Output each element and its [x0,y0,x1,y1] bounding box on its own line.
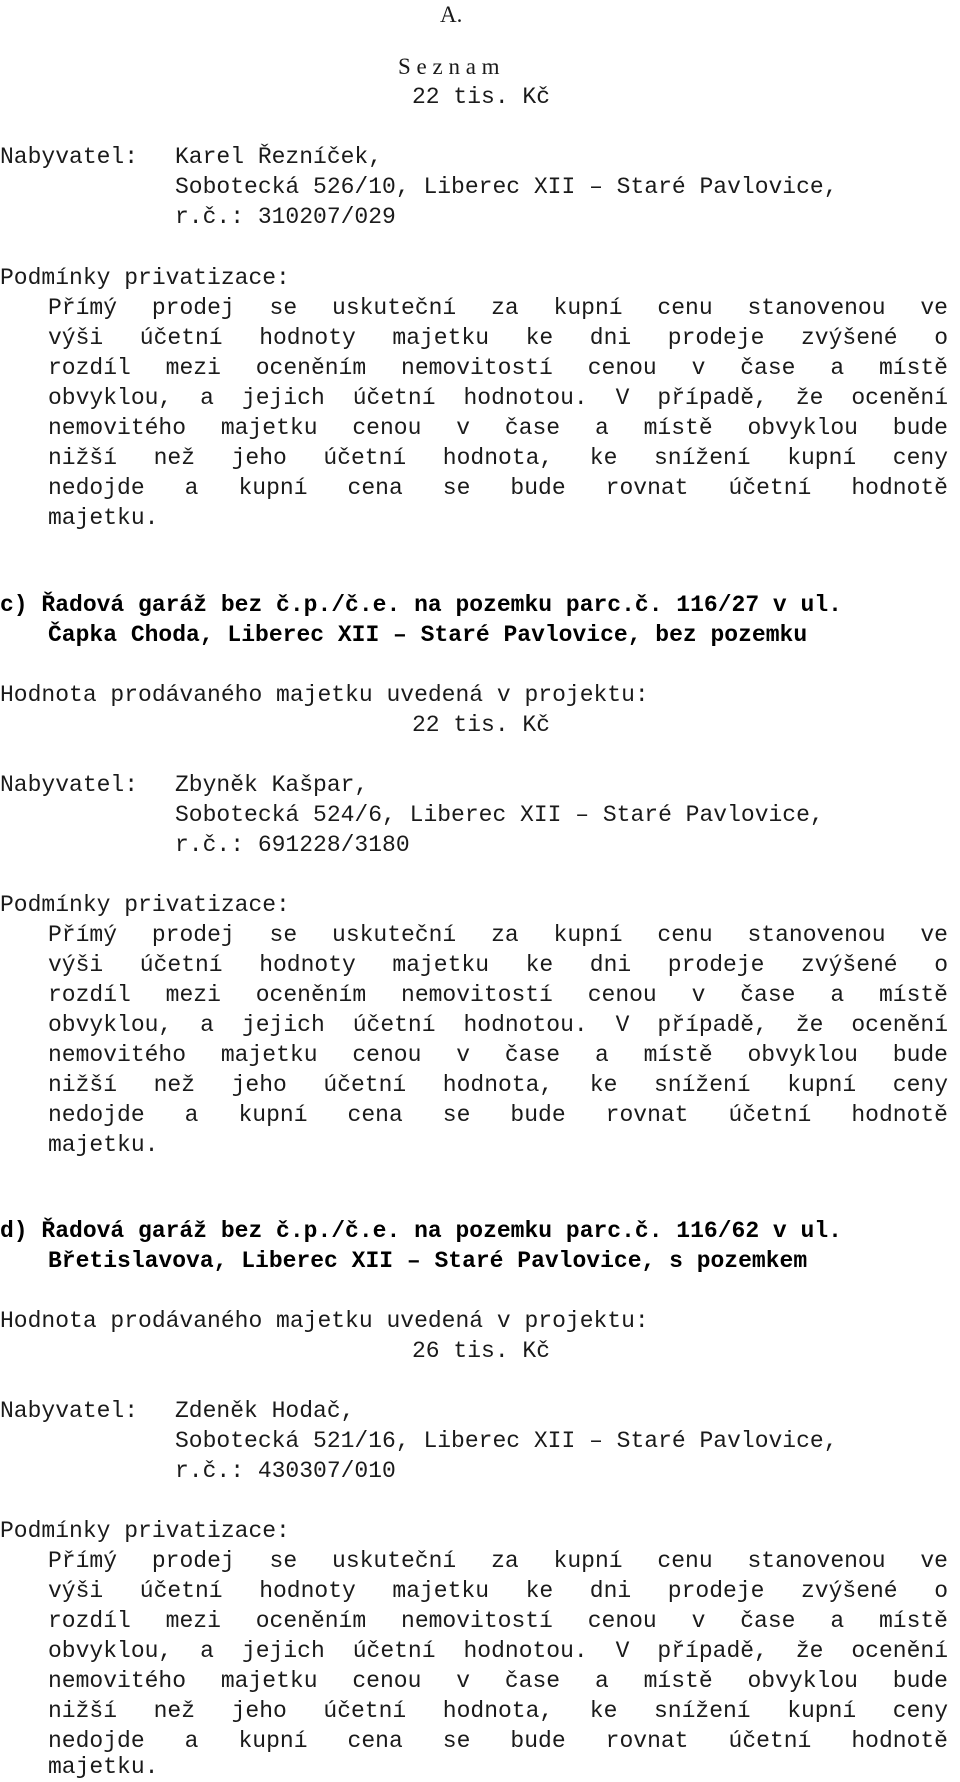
block-a-conditions-line: rozdíl mezi oceněním nemovitostí cenou v čase a místě [48,355,948,381]
item-d-conditions-line: nedojde a kupní cena se bude rovnat účetní hodnotě [48,1728,948,1754]
block-a-conditions-line: nemovitého majetku cenou v čase a místě obvyklou bude [48,415,948,441]
item-c-conditions-line: nemovitého majetku cenou v čase a místě obvyklou bude [48,1042,948,1068]
item-d-conditions-label: Podmínky privatizace: [0,1518,290,1544]
block-a-buyer-address: Sobotecká 526/10, Liberec XII – Staré Pavlovice, [175,174,838,200]
item-d-title-cont: Břetislavova, Liberec XII – Staré Pavlovice, s pozemkem [48,1248,808,1274]
block-a-conditions-line: nedojde a kupní cena se bude rovnat účetní hodnotě [48,475,948,501]
item-c-conditions-line: obvyklou, a jejich účetní hodnotou. V případě, že ocenění [48,1012,948,1038]
item-d-conditions-line: rozdíl mezi oceněním nemovitostí cenou v čase a místě [48,1608,948,1634]
item-d-value-label: Hodnota prodávaného majetku uvedená v projektu: [0,1308,649,1334]
page-marker: A. [440,2,463,27]
item-c-title: c) Řadová garáž bez č.p./č.e. na pozemku parc.č. 116/27 v ul. [0,592,842,618]
list-heading: S e z n a m [398,54,500,79]
item-c-buyer-address: Sobotecká 524/6, Liberec XII – Staré Pavlovice, [175,802,824,828]
item-d-title: d) Řadová garáž bez č.p./č.e. na pozemku parc.č. 116/62 v ul. [0,1218,842,1244]
item-c-buyer-id: r.č.: 691228/3180 [175,832,410,858]
item-d-buyer-name: Zdeněk Hodač, [175,1398,355,1424]
block-a-conditions-label: Podmínky privatizace: [0,265,290,291]
block-a-buyer-label: Nabyvatel: [0,144,139,170]
item-d-conditions-line: nemovitého majetku cenou v čase a místě obvyklou bude [48,1668,948,1694]
item-d-conditions-line: nižší než jeho účetní hodnota, ke snížení kupní ceny [48,1698,948,1724]
item-c-conditions-line: majetku. [48,1132,159,1158]
item-d-buyer-address: Sobotecká 521/16, Liberec XII – Staré Pavlovice, [175,1428,838,1454]
block-a-conditions-line: výši účetní hodnoty majetku ke dni prodeje zvýšené o [48,325,948,351]
item-c-title-cont: Čapka Choda, Liberec XII – Staré Pavlovice, bez pozemku [48,622,808,648]
item-c-buyer-name: Zbyněk Kašpar, [175,772,369,798]
block-a-conditions-line: obvyklou, a jejich účetní hodnotou. V případě, že ocenění [48,385,948,411]
item-c-value-label: Hodnota prodávaného majetku uvedená v projektu: [0,682,649,708]
block-a-buyer-id: r.č.: 310207/029 [175,204,396,230]
item-c-conditions-line: Přímý prodej se uskuteční za kupní cenu stanovenou ve [48,922,948,948]
item-c-conditions-line: výši účetní hodnoty majetku ke dni prodeje zvýšené o [48,952,948,978]
item-d-conditions-line: obvyklou, a jejich účetní hodnotou. V případě, že ocenění [48,1638,948,1664]
block-a-conditions-line: nižší než jeho účetní hodnota, ke snížení kupní ceny [48,445,948,471]
item-d-buyer-id: r.č.: 430307/010 [175,1458,396,1484]
item-d-buyer-label: Nabyvatel: [0,1398,139,1424]
block-a-conditions-line: Přímý prodej se uskuteční za kupní cenu stanovenou ve [48,295,948,321]
item-d-conditions-line: výši účetní hodnoty majetku ke dni prodeje zvýšené o [48,1578,948,1604]
block-a-conditions-line: majetku. [48,505,159,531]
item-d-conditions-line: majetku. [48,1754,159,1780]
item-d-conditions-line: Přímý prodej se uskuteční za kupní cenu stanovenou ve [48,1548,948,1574]
item-c-conditions-line: nižší než jeho účetní hodnota, ke snížení kupní ceny [48,1072,948,1098]
block-a-value: 22 tis. Kč [412,84,551,110]
item-c-conditions-label: Podmínky privatizace: [0,892,290,918]
block-a-buyer-name: Karel Řezníček, [175,144,383,170]
item-c-conditions-line: nedojde a kupní cena se bude rovnat účetní hodnotě [48,1102,948,1128]
item-c-value: 22 tis. Kč [412,712,551,738]
item-c-conditions-line: rozdíl mezi oceněním nemovitostí cenou v čase a místě [48,982,948,1008]
item-d-value: 26 tis. Kč [412,1338,551,1364]
item-c-buyer-label: Nabyvatel: [0,772,139,798]
